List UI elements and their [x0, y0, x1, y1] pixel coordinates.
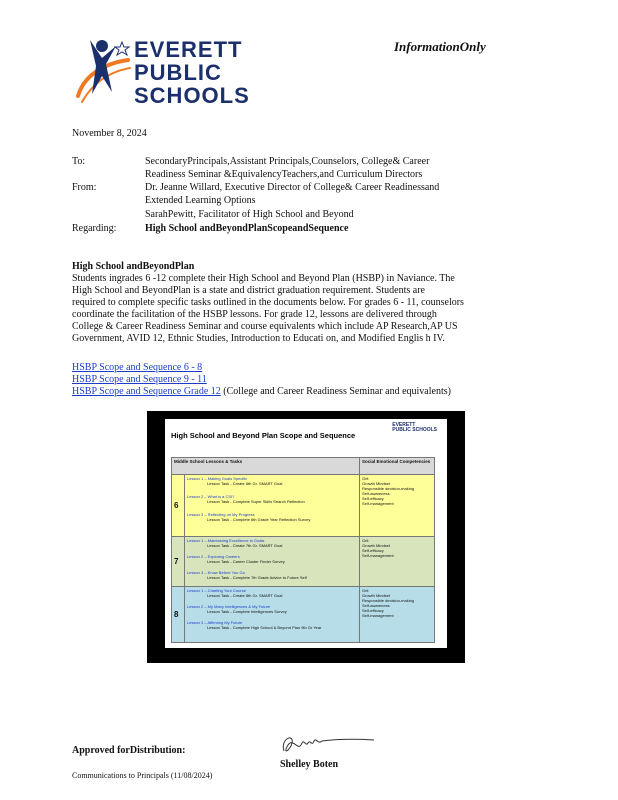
- scope-sequence-page: [165, 419, 447, 648]
- logo-line-public: PUBLIC: [134, 60, 222, 85]
- competencies-cell: [360, 587, 435, 643]
- lesson-item: [187, 604, 357, 614]
- link-scope-grade-12[interactable]: HSBP Scope and Sequence Grade 12: [72, 386, 221, 397]
- competencies-cell: [360, 475, 435, 537]
- signer-name: Shelley Boten: [280, 759, 339, 770]
- lessons-cell: [185, 537, 360, 587]
- link-scope-9-11[interactable]: HSBP Scope and Sequence 9 - 11: [72, 374, 207, 385]
- embedded-logo-line1: EVERETT: [392, 422, 416, 428]
- competency-item: Growth Mindset: [362, 543, 391, 548]
- from-label: From:: [72, 182, 97, 193]
- paragraph-line: Government, AVID 12, Ethnic Studies, Introduction to Educati on, and Modified Englis h IV.: [72, 333, 445, 344]
- lesson-item: [187, 476, 357, 486]
- lesson-task: Lesson Task - Complete Super Skills Search Reflection: [207, 499, 305, 504]
- grade-number: 7: [172, 537, 185, 587]
- paragraph-line: College & Career Readiness Seminar and course equivalents which include AP Research,AP US: [72, 321, 458, 332]
- competency-item: Self-management: [362, 553, 394, 558]
- lesson-task: Lesson Task - Create 8th Gr. SMART Goal: [207, 593, 283, 598]
- memo-date: November 8, 2024: [72, 128, 147, 139]
- lesson-name[interactable]: Lesson 2 – My Many Intelligences & My Future: [187, 604, 271, 609]
- lesson-name[interactable]: Lesson 2 – Exploring Careers: [187, 554, 240, 559]
- body-paragraph: [72, 273, 464, 345]
- lesson-task: Lesson Task - Complete 7th Grade Advice to Future Self: [207, 575, 307, 580]
- competencies-cell: [360, 537, 435, 587]
- logo-line-schools: SCHOOLS: [134, 83, 250, 108]
- grade-number: 6: [172, 475, 185, 537]
- document-links: [72, 362, 451, 398]
- to-label: To:: [72, 156, 86, 167]
- section-heading: High School andBeyondPlan: [72, 261, 195, 272]
- lesson-task: Lesson Task - Create 7th Gr. SMART Goal: [207, 543, 283, 548]
- competency-item: Self-efficacy: [362, 548, 384, 553]
- competency-item: Grit: [362, 476, 369, 481]
- competency-item: Self-management: [362, 613, 394, 618]
- lesson-name[interactable]: Lesson 2 – What is a CSI?: [187, 494, 235, 499]
- lesson-item: [187, 620, 357, 630]
- lesson-name[interactable]: Lesson 1 – Maintaining Excellence in Goals: [187, 538, 265, 543]
- lesson-item: [187, 512, 357, 522]
- approved-for-distribution: Approved forDistribution:: [72, 745, 186, 756]
- from-line-3: SarahPewitt, Facilitator of High School and Beyond: [145, 209, 354, 220]
- lesson-item: [187, 494, 357, 504]
- paragraph-line: required to complete specific tasks outlined in the documents below. For grades 6 - 11, counselors: [72, 297, 464, 308]
- logo-line-everett: EVERETT: [134, 37, 243, 62]
- competency-item: Self-awareness: [362, 491, 390, 496]
- lesson-task: Lesson Task - Complete High School & Beyond Plan 9th Gr Year: [207, 625, 322, 630]
- paragraph-line: High School and BeyondPlan is a state and district graduation requirement. Students are: [72, 285, 425, 296]
- lesson-name[interactable]: Lesson 1 – Making Goals Specific: [187, 476, 248, 481]
- embedded-title: High School and Beyond Plan Scope and Sequence: [171, 431, 356, 440]
- competency-item: Grit: [362, 588, 369, 593]
- paragraph-line: Students ingrades 6 -12 complete their High School and Beyond Plan (HSBP) in Naviance. The: [72, 273, 455, 284]
- competency-item: Self-efficacy: [362, 608, 384, 613]
- competency-item: Growth Mindset: [362, 481, 391, 486]
- lesson-task: Lesson Task - Create 6th Gr. SMART Goal: [207, 481, 283, 486]
- to-line-1: SecondaryPrincipals,Assistant Principals,Counselors, College& Career: [145, 156, 430, 167]
- information-only-label: InformationOnly: [394, 39, 486, 54]
- table-row: [172, 537, 435, 587]
- link-grade-12-suffix: (College and Career Readiness Seminar and equivalents): [220, 386, 451, 397]
- competency-item: Self-awareness: [362, 603, 390, 608]
- column-header-lessons: Middle School Lessons & Tasks: [172, 458, 360, 475]
- regarding-text: High School andBeyondPlanScopeandSequence: [145, 223, 349, 234]
- competency-item: Growth Mindset: [362, 593, 391, 598]
- lesson-item: [187, 538, 357, 548]
- lesson-name[interactable]: Lesson 3 – Reflecting on My Progress: [187, 512, 255, 517]
- column-header-competencies: Social Emotional Competencies: [360, 458, 435, 475]
- lesson-task: Lesson Task - Complete 6th Grade Year Reflection Survey: [207, 517, 311, 522]
- from-line-1: Dr. Jeanne Willard, Executive Director of College& Career Readinessand: [145, 182, 440, 193]
- paragraph-line: coordinate the facilitation of the HSBP lessons. For grade 12, lessons are delivered through: [72, 309, 437, 320]
- lesson-name[interactable]: Lesson 1 – Charting Your Course: [187, 588, 246, 593]
- lesson-item: [187, 554, 357, 564]
- lesson-name[interactable]: Lesson 3 – Know Before You Go: [187, 570, 245, 575]
- table-row: [172, 587, 435, 643]
- scope-sequence-table: [171, 457, 435, 643]
- logo-figure-icon: [72, 36, 132, 110]
- lesson-item: [187, 588, 357, 598]
- embedded-logo-line2: PUBLIC SCHOOLS: [392, 427, 437, 433]
- district-logo: [72, 36, 252, 110]
- distribution-note: Communications to Principals (11/08/2024): [72, 771, 213, 780]
- lesson-name[interactable]: Lesson 3 – Affirming My Future: [187, 620, 243, 625]
- signature-icon: [278, 731, 378, 759]
- lessons-cell: [185, 587, 360, 643]
- regarding-label: Regarding:: [72, 223, 117, 234]
- lessons-cell: [185, 475, 360, 537]
- table-row: [172, 475, 435, 537]
- competency-item: Self-efficacy: [362, 496, 384, 501]
- competency-item: Grit: [362, 538, 369, 543]
- competency-item: Self-management: [362, 501, 394, 506]
- lesson-item: [187, 570, 357, 580]
- lesson-task: Lesson Task - Career Cluster Finder Survey: [207, 559, 285, 564]
- lesson-task: Lesson Task - Complete Intelligences Survey: [207, 609, 287, 614]
- grade-number: 8: [172, 587, 185, 643]
- scope-sequence-image: [147, 411, 465, 663]
- embedded-logo: [392, 423, 437, 433]
- to-line-2: Readiness Seminar &EquivalencyTeachers,and Curriculum Directors: [145, 169, 423, 180]
- from-line-2: Extended Learning Options: [145, 195, 256, 206]
- competency-item: Responsible decision-making: [362, 598, 415, 603]
- competency-item: Responsible decision-making: [362, 486, 415, 491]
- link-scope-6-8[interactable]: HSBP Scope and Sequence 6 - 8: [72, 362, 203, 373]
